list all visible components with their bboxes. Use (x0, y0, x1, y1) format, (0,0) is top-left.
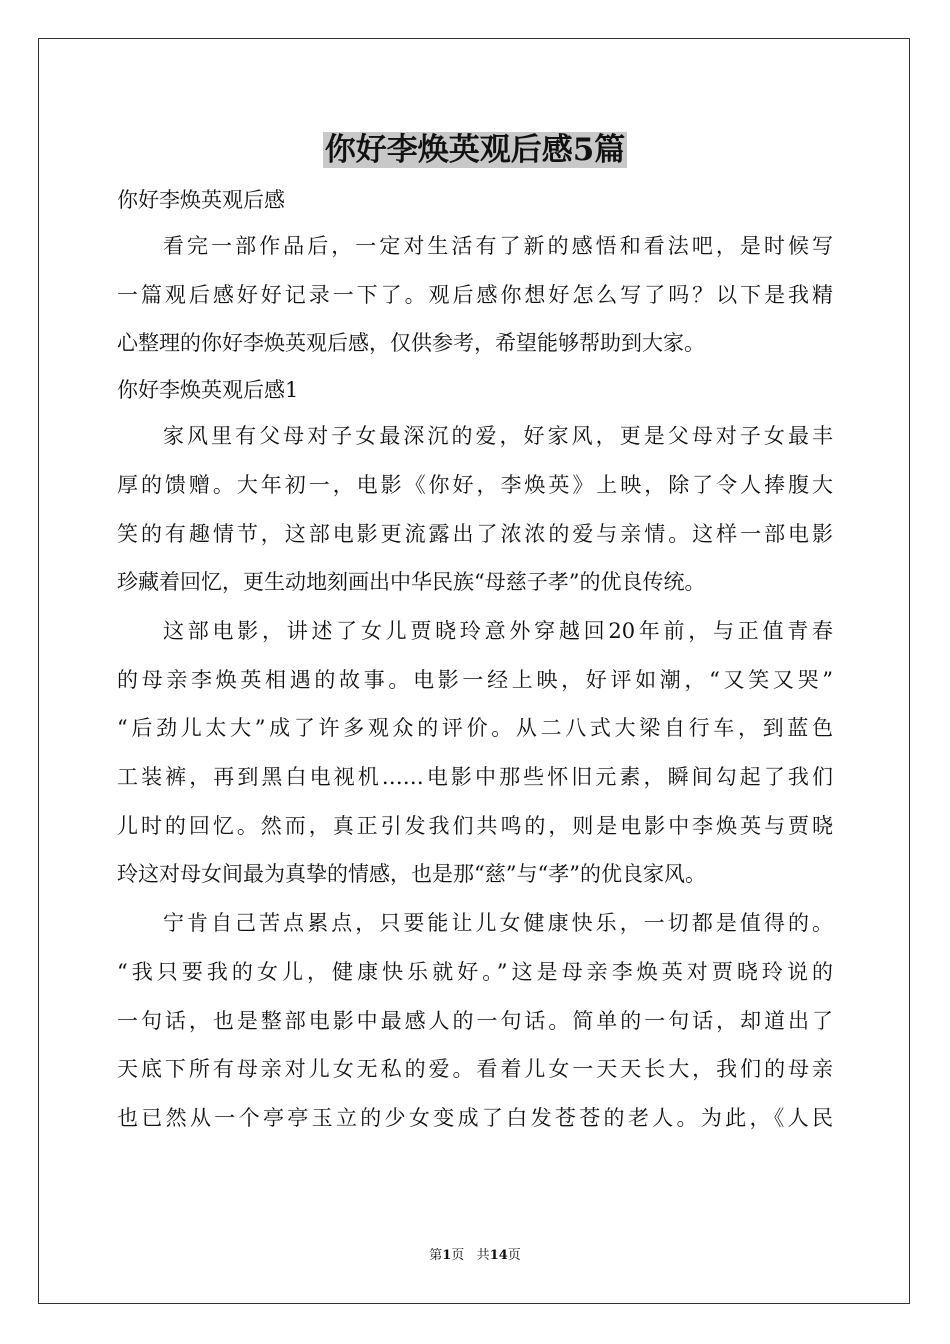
paragraph-line: 儿时的回忆。然而，真正引发我们共鸣的，则是电影中李焕英与贾晓 (117, 813, 833, 838)
paragraph-line: 厚的馈赠。大年初一，电影《你好，李焕英》上映，除了令人捧腹大 (117, 472, 833, 497)
document-title (0, 128, 950, 172)
paragraph-line: 也已然从一个亭亭玉立的少女变成了白发苍苍的老人。为此，《人民 (117, 1105, 833, 1130)
paragraph-line: 家风里有父母对子女最深沉的爱，好家风，更是父母对子女最丰 (163, 424, 833, 449)
paragraph-line: “我只要我的女儿，健康快乐就好。”这是母亲李焕英对贾晓玲说的 (117, 959, 833, 984)
paragraph-line: “后劲儿太大”成了许多观众的评价。从二八式大梁自行车，到蓝色 (117, 716, 833, 741)
paragraph-line: 看完一部作品后，一定对生活有了新的感悟和看法吧，是时候写 (163, 234, 833, 258)
paragraph-line: 这部电影，讲述了女儿贾晓玲意外穿越回20年前，与正值青春 (163, 618, 833, 643)
paragraph-line: 玲这对母女间最为真挚的情感，也是那“慈”与“孝”的优良家风。 (117, 862, 706, 887)
footer-page-suffix: 页 (451, 1248, 465, 1263)
paragraph-line: 一篇观后感好好记录一下了。观后感你想好怎么写了吗？以下是我精 (117, 282, 833, 307)
page-footer (0, 1247, 950, 1265)
paragraph-line: 工装裤，再到黑白电视机……电影中那些怀旧元素，瞬间勾起了我们 (117, 765, 833, 790)
paragraph (117, 899, 833, 1143)
document-body (117, 178, 833, 1143)
document-title-text: 你好李焕英观后感5篇 (324, 132, 626, 168)
paragraph (117, 607, 833, 899)
footer-page-number: 1 (442, 1248, 452, 1263)
paragraph-line: 珍藏着回忆，更生动地刻画出中华民族“母慈子孝”的优良传统。 (117, 570, 706, 595)
footer-total-pages: 14 (489, 1248, 508, 1263)
paragraph (117, 222, 833, 368)
footer-page-prefix: 第 (429, 1248, 443, 1263)
paragraph-line: 的母亲李焕英相遇的故事。电影一经上映，好评如潮，“又笑又哭” (117, 667, 833, 692)
footer-total-suffix: 页 (507, 1248, 521, 1263)
section-heading: 你好李焕英观后感 (117, 188, 285, 212)
paragraph-line: 天底下所有母亲对儿女无私的爱。看着儿女一天天长大，我们的母亲 (117, 1057, 833, 1082)
paragraph-line: 笑的有趣情节，这部电影更流露出了浓浓的爱与亲情。这样一部电影 (117, 521, 833, 546)
paragraph (117, 412, 833, 607)
section-heading: 你好李焕英观后感1 (117, 378, 299, 403)
paragraph-line: 宁肯自己苦点累点，只要能让儿女健康快乐，一切都是值得的。 (163, 911, 833, 936)
paragraph-line: 一句话，也是整部电影中最感人的一句话。简单的一句话，却道出了 (117, 1008, 833, 1033)
footer-total-prefix: 共 (476, 1248, 490, 1263)
paragraph-line: 心整理的你好李焕英观后感，仅供参考，希望能够帮助到大家。 (117, 331, 705, 356)
